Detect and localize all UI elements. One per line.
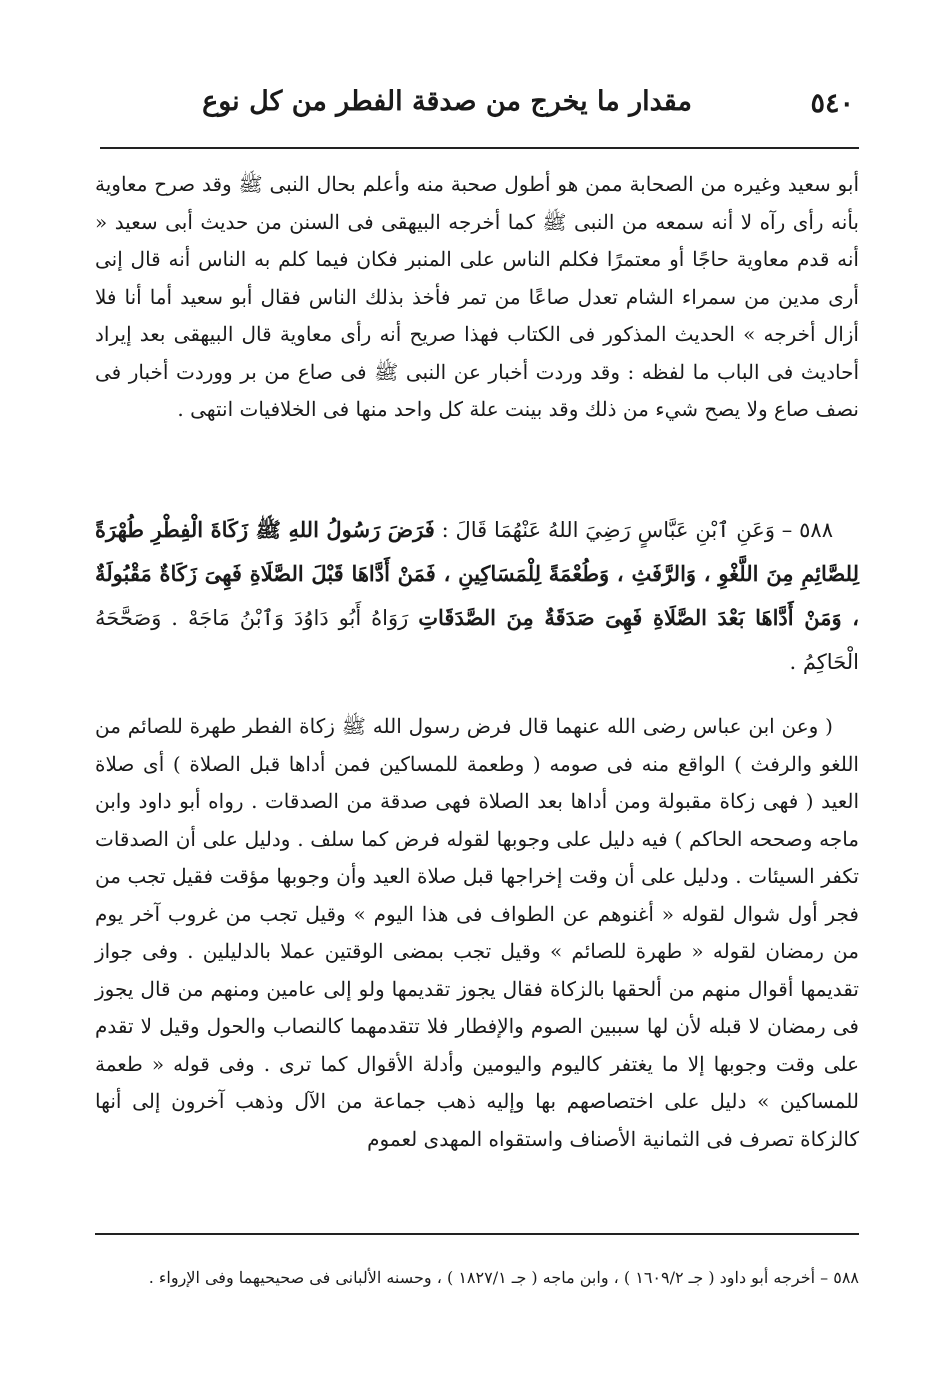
footnote-rule — [95, 1233, 859, 1235]
hadith-588 — [95, 508, 859, 684]
header-rule — [100, 147, 859, 149]
hadith-attribution: رَوَاهُ أَبُو دَاوُدَ وَٱبْنُ مَاجَهْ . وَصَحَّحَهُ الْحَاكِمُ . — [95, 606, 859, 674]
page-header — [100, 84, 854, 132]
commentary-paragraph-2-text: ( وعن ابن عباس رضى الله عنهما قال فرض رسول الله ﷺ زكاة الفطر طهرة للصائم من اللغو والرفث ) الواقع منه فى صومه ( وطعمة للمساكين فمن أداها قبل الصلاة ) أى صلاة العيد ( فهى زكاة مقبولة ومن أداها بعد الصلاة فهى صدقة من الصدقات . رواه أبو داود وابن ماجه وصححه الحاكم ) فيه دليل على وجوبها لقوله فرض كما سلف . ودليل على أن الصدقات تكفر السيئات . ودليل على أن وقت إخراجها قبل صلاة العيد وأن وجوبها مؤقت فقيل تجب من فجر أول شوال لقوله « أغنوهم عن الطواف فى هذا اليوم » وقيل تجب من غروب آخر يوم من رمضان لقوله « طهرة للصائم » وقيل تجب بمضى الوقتين عملا بالدليلين . وفى جواز تقديمها أقوال منهم من ألحقها بالزكاة فقال يجوز تقديمها ولو إلى عامين ومنهم من قال يجوز فى رمضان لا قبله لأن لها سببين الصوم والإفطار فلا تتقدمهما كالنصاب والحول وقيل لا تقدم على وقت وجوبها إلا ما يغتفر كاليوم واليومين وأدلة الأقوال كما ترى . وفى قوله « طعمة للمساكين » دليل على اختصاصهم بها وإليه ذهب جماعة من الآل وذهب آخرون إلى أنها كالزكاة تصرف فى الثمانية الأصناف واستقواه المهدى لعموم — [95, 714, 859, 1151]
hadith-number-intro: ٥٨٨ – وَعَنِ ٱبْنِ عَبَّاسٍ رَضِيَ اللهُ عَنْهُمَا قَالَ : — [441, 518, 833, 542]
footnote: ٥٨٨ – أخرجه أبو داود ( جـ ١٦٠٩/٢ ) ، وابن ماجه ( جـ ١٨٢٧/١ ) ، وحسنه الألبانى فى صحيحيهما وفى الإرواء . — [148, 1268, 859, 1287]
running-title: مقدار ما يخرج من صدقة الفطر من كل نوع — [202, 86, 692, 117]
commentary-paragraph-1: أبو سعيد وغيره من الصحابة ممن هو أطول صحبة منه وأعلم بحال النبى ﷺ وقد صرح معاوية بأنه رأى رآه لا أنه سمعه من النبى ﷺ كما أخرجه البيهقى فى السنن من حديث أبى سعيد « أنه قدم معاوية حاجًا أو معتمرًا فكلم الناس على المنبر فكان فيما كلم به الناس أنه قال إنى أرى مدين من سمراء الشام تعدل صاعًا من تمر فأخذ بذلك الناس فقال أبو سعيد أما أنا فلا أزال أخرجه » الحديث المذكور فى الكتاب فهذا صريح أنه رأى معاوية قال البيهقى بعد إيراد أحاديث فى الباب ما لفظه : وقد وردت أخبار عن النبى ﷺ فى صاع من بر ووردت أخبار فى نصف صاع ولا يصح شيء من ذلك وقد بينت علة كل واحد منها فى الخلافيات انتهى . — [95, 172, 859, 421]
page-number: ٥٤٠ — [810, 88, 854, 119]
commentary-paragraph-2 — [95, 708, 859, 1158]
hadith-text: فَرَضَ رَسُولُ اللهِ ﷺ زَكَاةَ الْفِطْرِ طُهْرَةً لِلصَّائِمِ مِنَ اللَّغْوِ ، وَالرَّفَثِ ، وَطُعْمَةً لِلْمَسَاكِينِ ، فَمَنْ أَدَّاهَا قَبْلَ الصَّلَاةِ فَهِىَ زَكَاةٌ مَقْبُولَةٌ ، وَمَنْ أَدَّاهَا بَعْدَ الصَّلَاةِ فَهِىَ صَدَقَةٌ مِنَ الصَّدَقَاتِ — [95, 517, 859, 630]
